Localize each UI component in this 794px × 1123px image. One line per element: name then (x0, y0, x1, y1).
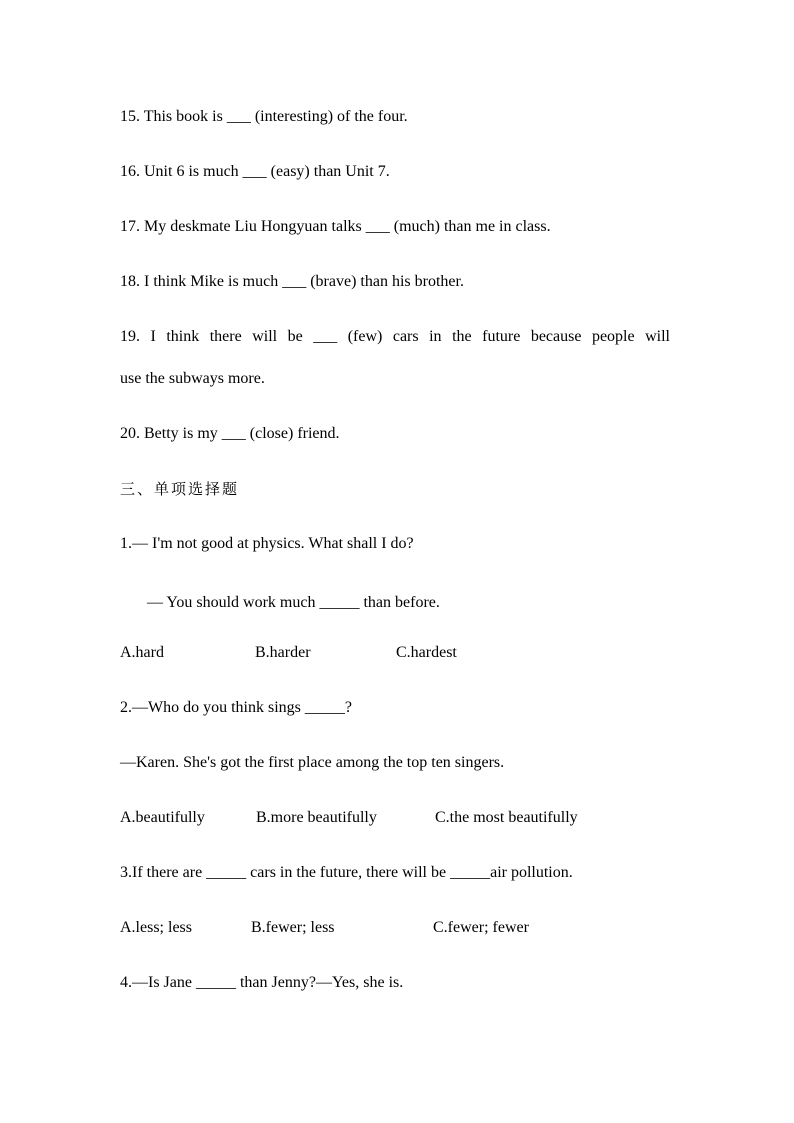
mcq-1-question: 1.— I'm not good at physics. What shall I do? (120, 535, 414, 552)
mcq-1-reply: — You should work much _____ than before. (147, 594, 440, 611)
question-18: 18. I think Mike is much ___ (brave) than his brother. (120, 273, 464, 290)
mcq-2-reply: —Karen. She's got the first place among the top ten singers. (120, 754, 505, 771)
mcq-1-option-a: A.hard (120, 644, 164, 661)
question-20: 20. Betty is my ___ (close) friend. (120, 425, 340, 442)
mcq-2-option-b: B.more beautifully (256, 809, 377, 826)
question-19-line-1: 19. I think there will be ___ (few) cars in the future because people will (120, 328, 670, 345)
question-19-line-2: use the subways more. (120, 370, 265, 387)
mcq-2-option-c: C.the most beautifully (435, 809, 578, 826)
question-15: 15. This book is ___ (interesting) of the four. (120, 108, 408, 125)
mcq-3-option-a: A.less; less (120, 919, 192, 936)
section-title: 三、单项选择题 (120, 480, 240, 498)
question-17: 17. My deskmate Liu Hongyuan talks ___ (much) than me in class. (120, 218, 551, 235)
mcq-2-option-a: A.beautifully (120, 809, 205, 826)
mcq-3-option-c: C.fewer; fewer (433, 919, 529, 936)
mcq-3-question: 3.If there are _____ cars in the future, there will be _____air pollution. (120, 864, 573, 881)
mcq-3-option-b: B.fewer; less (251, 919, 335, 936)
mcq-1-option-c: C.hardest (396, 644, 457, 661)
question-16: 16. Unit 6 is much ___ (easy) than Unit 7. (120, 163, 390, 180)
mcq-4-question: 4.—Is Jane _____ than Jenny?—Yes, she is. (120, 974, 404, 991)
mcq-1-option-b: B.harder (255, 644, 311, 661)
mcq-2-question: 2.—Who do you think sings _____? (120, 699, 352, 716)
